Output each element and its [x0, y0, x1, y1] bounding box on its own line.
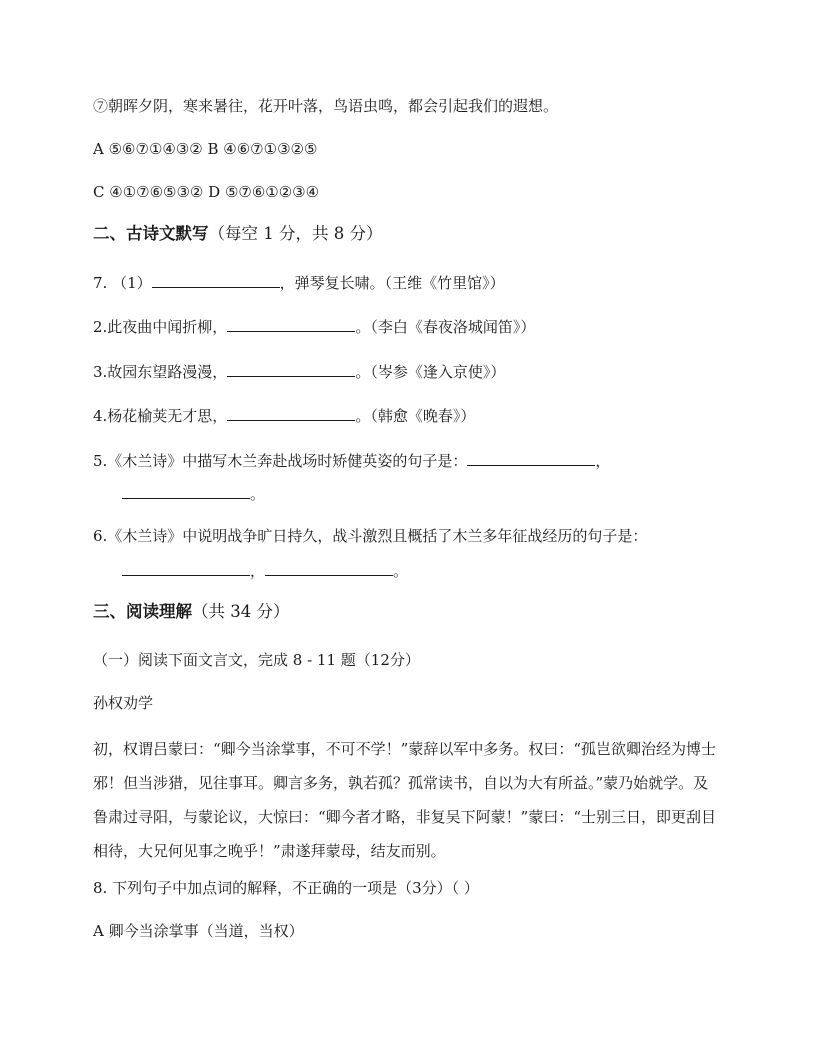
- question-source: 。（岑参《逢入京使》）: [355, 363, 506, 381]
- option-sentence-7: ⑦朝晖夕阴，寒来暑往，花开叶落，鸟语虫鸣，都会引起我们的遐想。: [93, 97, 559, 115]
- question-6-continued: [122, 560, 756, 581]
- answer-blank[interactable]: [122, 483, 250, 499]
- answer-blank[interactable]: [227, 405, 355, 421]
- section-heading-reading: [93, 602, 756, 622]
- answer-blank[interactable]: [122, 560, 250, 576]
- section-title: 三、阅读理解: [93, 602, 192, 621]
- question-8: 8. 下列句子中加点词的解释，不正确的一项是（3分）（ ）: [93, 879, 479, 897]
- section-heading-poetry: [93, 224, 756, 244]
- question-6: 6.《木兰诗》中说明战争旷日持久，战斗激烈且概括了木兰多年征战经历的句子是：: [93, 527, 648, 545]
- question-4: [93, 405, 756, 426]
- section-score: （每空 1 分，共 8 分）: [208, 224, 383, 243]
- answer-blank[interactable]: [227, 361, 355, 377]
- answer-blank[interactable]: [152, 272, 280, 288]
- question-text: 5.《木兰诗》中描写木兰奔赴战场时矫健英姿的句子是：: [93, 452, 468, 470]
- passage-body: 初，权谓吕蒙曰：“卿今当涂掌事，不可不学！”蒙辞以军中多务。权曰：“孤岂欲卿治经为博士邪！但当涉猎，见往事耳。卿言多务，孰若孤？孤常读书，自以为大有所益。”蒙乃始就学。及鲁肃过寻阳，与蒙论议，大惊曰：“卿今者才略，非复吴下阿蒙！”蒙曰：“士别三日，即更刮目相待，大兄何见事之晚乎！”肃遂拜蒙母，结友而别。: [93, 740, 717, 860]
- punctuation: 。: [393, 562, 409, 580]
- answer-blank[interactable]: [227, 316, 355, 332]
- answer-blank[interactable]: [265, 560, 393, 576]
- question-source: 。（李白《春夜洛城闻笛》）: [355, 318, 536, 336]
- reading-part-1-instructions: （一）阅读下面文言文，完成 8 - 11 题（12分）: [93, 651, 420, 669]
- section-title: 二、古诗文默写: [93, 224, 209, 243]
- question-number: 7. （1）: [93, 274, 152, 292]
- punctuation: ，: [595, 452, 611, 470]
- question-5-continued: [122, 483, 756, 504]
- question-text: 4.杨花榆荚无才思，: [93, 407, 228, 425]
- question-text: ，弹琴复长啸。（王维《竹里馆》）: [279, 274, 505, 292]
- answer-blank[interactable]: [467, 450, 595, 466]
- answer-options-cd: C ④①⑦⑥⑤③② D ⑤⑦⑥①②③④: [93, 183, 320, 201]
- question-text: 3.故园东望路漫漫，: [93, 363, 228, 381]
- question-8-option-a: A 卿今当涂掌事（当道，当权）: [93, 922, 304, 940]
- question-3: [93, 361, 756, 382]
- question-5: [93, 450, 756, 471]
- question-text: 2.此夜曲中闻折柳，: [93, 318, 228, 336]
- punctuation: 。: [250, 485, 266, 503]
- punctuation: ，: [250, 562, 266, 580]
- section-score: （共 34 分）: [192, 602, 290, 621]
- question-2: [93, 316, 756, 337]
- question-7: [93, 272, 756, 293]
- question-source: 。（韩愈《晚春》）: [355, 407, 476, 425]
- answer-options-ab: A ⑤⑥⑦①④③② B ④⑥⑦①③②⑤: [93, 140, 318, 158]
- passage-title: 孙权劝学: [93, 694, 154, 712]
